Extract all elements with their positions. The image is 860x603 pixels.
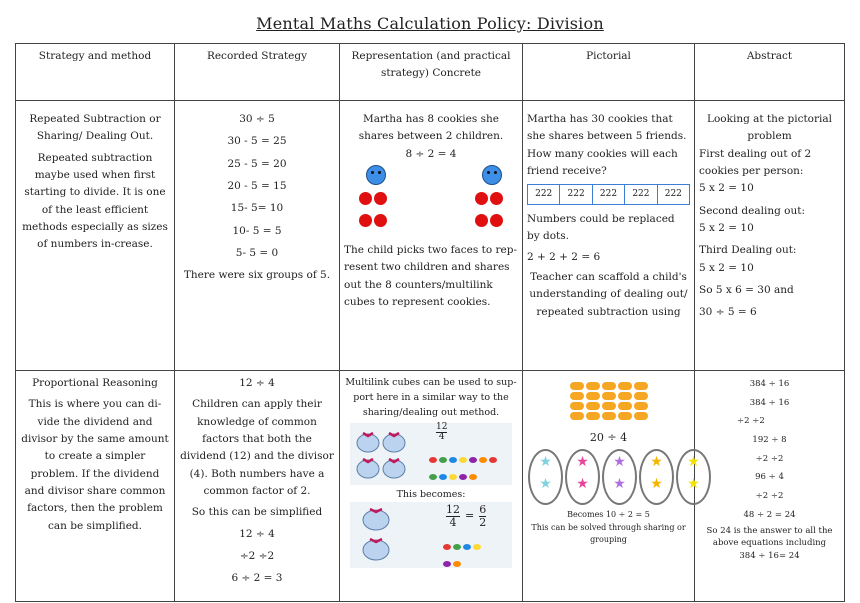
abstract-line: 384 ÷ 16= 24: [739, 551, 800, 561]
header-strategy: Strategy and method: [16, 44, 175, 101]
division-policy-table: [15, 43, 845, 602]
pictorial-teacher: Teacher can scaffold a child's understanding of dealing out/ repeated subtraction using: [529, 271, 688, 318]
counters: [474, 191, 508, 234]
fraction-denominator: 4: [436, 432, 447, 443]
fraction-numerator: 6: [479, 502, 487, 516]
concrete-text: The child picks two faces to rep-resent two children and shares out the 8 counters/multilink cubes to represent cookies.: [344, 243, 517, 308]
dealing-boxes: [527, 184, 690, 205]
abstract-line: ÷2 ÷2: [737, 416, 765, 427]
fraction-numerator: 12: [436, 421, 448, 432]
abstract-line: 30 ÷ 5 = 6: [699, 306, 757, 319]
pictorial-cell: [523, 371, 700, 602]
oranges-icon: [566, 381, 652, 421]
abstract-line: ÷2 ÷2: [755, 453, 784, 464]
star-oval: ★ ★: [565, 449, 600, 505]
pictorial-sum: 2 + 2 + 2 = 6: [527, 250, 601, 263]
abstract-line: Looking at the pictorial problem: [706, 113, 832, 143]
recorded-step: ÷2 ÷2: [239, 549, 275, 562]
recorded-line: 25 - 5 = 20: [227, 157, 287, 170]
pictorial-solve: This can be solved through sharing or grouping: [531, 522, 686, 544]
fraction-12-4: [436, 423, 447, 444]
abstract-line: 5 x 2 = 10: [699, 221, 754, 234]
recorded-line: 30 ÷ 5: [239, 113, 275, 125]
recorded-line: 15- 5= 10: [230, 202, 284, 215]
cubes-icon: [428, 453, 504, 488]
concrete-intro: Martha has 8 cookies she shares between 2 children.: [358, 113, 504, 143]
star-groups: [527, 449, 700, 505]
abstract-line: 96 ÷ 4: [755, 472, 784, 483]
abstract-line: 192 ÷ 8: [752, 435, 787, 446]
star-oval: ★ ★: [602, 449, 637, 505]
fraction-equation: $\frac{12}{4}$ = $\frac{6}{2}$: [446, 502, 487, 529]
strategy-cell: [16, 371, 175, 602]
abstract-line: First dealing out of 2 cookies per person:: [699, 147, 812, 177]
abstract-line: 5 x 2 = 10: [699, 261, 754, 274]
cubes-picture-2: [350, 502, 512, 568]
abstract-cell: [695, 101, 845, 371]
abstract-line: So 24 is the answer to all the above equations including: [706, 525, 833, 549]
abstract-line: 48 ÷ 2 = 24: [743, 509, 796, 520]
cubes-picture-1: [350, 423, 512, 485]
strategy-text: This is where you can di-vide the dividend and divisor by the same amount to create a simpler problem. If the dividend and divisor share common factors, then the problem can be simplified.: [21, 398, 169, 532]
page-title: Mental Maths Calculation Policy: Division: [256, 14, 604, 33]
header-pictorial: Pictorial: [523, 44, 695, 101]
smiley-face-icon: [482, 165, 508, 191]
box: 222: [593, 185, 625, 204]
concrete-cell: [340, 371, 523, 602]
box: 222: [528, 185, 560, 204]
concrete-cell: [340, 101, 523, 371]
counters: [358, 191, 392, 234]
header-concrete: Representation (and practical strategy) Concrete: [340, 44, 523, 101]
pictorial-cell: [523, 101, 695, 371]
abstract-line: 384 ÷ 16: [749, 379, 790, 389]
recorded-simplified: So this can be simplified: [191, 506, 323, 519]
concrete-intro: Multilink cubes can be used to sup-port here in a similar way to the sharing/dealing out method.: [345, 377, 517, 419]
pictorial-note: Numbers could be replaced by dots.: [527, 213, 675, 243]
child-group-left: [358, 165, 392, 234]
star-oval: ★ ★: [676, 449, 711, 505]
child-group-right: [474, 165, 508, 234]
star-oval: ★ ★: [639, 449, 674, 505]
recorded-cell: [175, 101, 340, 371]
header-row: [16, 44, 845, 101]
header-abstract: Abstract: [695, 44, 845, 101]
bag-icon: [356, 502, 396, 566]
strategy-text: Repeated subtraction maybe used when first starting to divide. It is one of the least efficient methods especially as sizes of numbers in-crease.: [22, 151, 168, 251]
recorded-text: Children can apply their knowledge of common factors that both the dividend (12) and the divisor (4). Both numbers have a common factor of 2.: [180, 398, 334, 497]
pictorial-intro: Martha has 30 cookies that she shares between 5 friends. How many cookies will each friend receive?: [527, 113, 687, 177]
recorded-step: 12 ÷ 4: [239, 527, 275, 540]
cubes-icon: [442, 540, 482, 575]
abstract-line: ÷2 ÷2: [755, 491, 784, 502]
recorded-conclusion: There were six groups of 5.: [183, 269, 331, 282]
abstract-line: So 5 x 6 = 30 and: [699, 283, 794, 296]
fraction-denominator: 2: [479, 515, 487, 529]
star-oval: ★ ★: [528, 449, 563, 505]
recorded-line: 20 - 5 = 15: [227, 179, 287, 192]
fraction-numerator: 12: [446, 502, 460, 516]
fraction-denominator: 4: [446, 516, 460, 529]
abstract-line: 384 ÷ 16: [749, 397, 790, 408]
strategy-cell: [16, 101, 175, 371]
abstract-cell: [695, 371, 845, 602]
pictorial-becomes: Becomes 10 ÷ 2 = 5: [567, 510, 650, 520]
concrete-equation: 8 ÷ 2 = 4: [405, 147, 457, 160]
repeated-subtraction-row: [16, 101, 845, 371]
recorded-line: 10- 5 = 5: [232, 224, 282, 237]
recorded-equation: 12 ÷ 4: [239, 377, 275, 389]
pictorial-equation: 20 ÷ 4: [589, 431, 628, 444]
box: 222: [560, 185, 592, 204]
smiley-face-icon: [366, 165, 392, 191]
bag-icon: [354, 423, 414, 483]
abstract-line: Second dealing out:: [699, 204, 806, 217]
recorded-cell: [175, 371, 340, 602]
abstract-line: 5 x 2 = 10: [699, 182, 754, 195]
recorded-step: 6 ÷ 2 = 3: [231, 572, 283, 585]
strategy-title: Repeated Subtraction or Sharing/ Dealing Out.: [29, 113, 161, 143]
recorded-line: 30 - 5 = 25: [227, 135, 287, 148]
concrete-picture: [344, 163, 518, 242]
header-recorded: Recorded Strategy: [175, 44, 340, 101]
proportional-reasoning-row: [16, 371, 845, 602]
box: 222: [625, 185, 657, 204]
becomes-label: This becomes:: [396, 488, 466, 500]
strategy-title: Proportional Reasoning: [32, 377, 158, 389]
abstract-line: Third Dealing out:: [699, 244, 797, 257]
box: 222: [664, 189, 682, 200]
recorded-line: 5- 5 = 0: [235, 246, 279, 259]
